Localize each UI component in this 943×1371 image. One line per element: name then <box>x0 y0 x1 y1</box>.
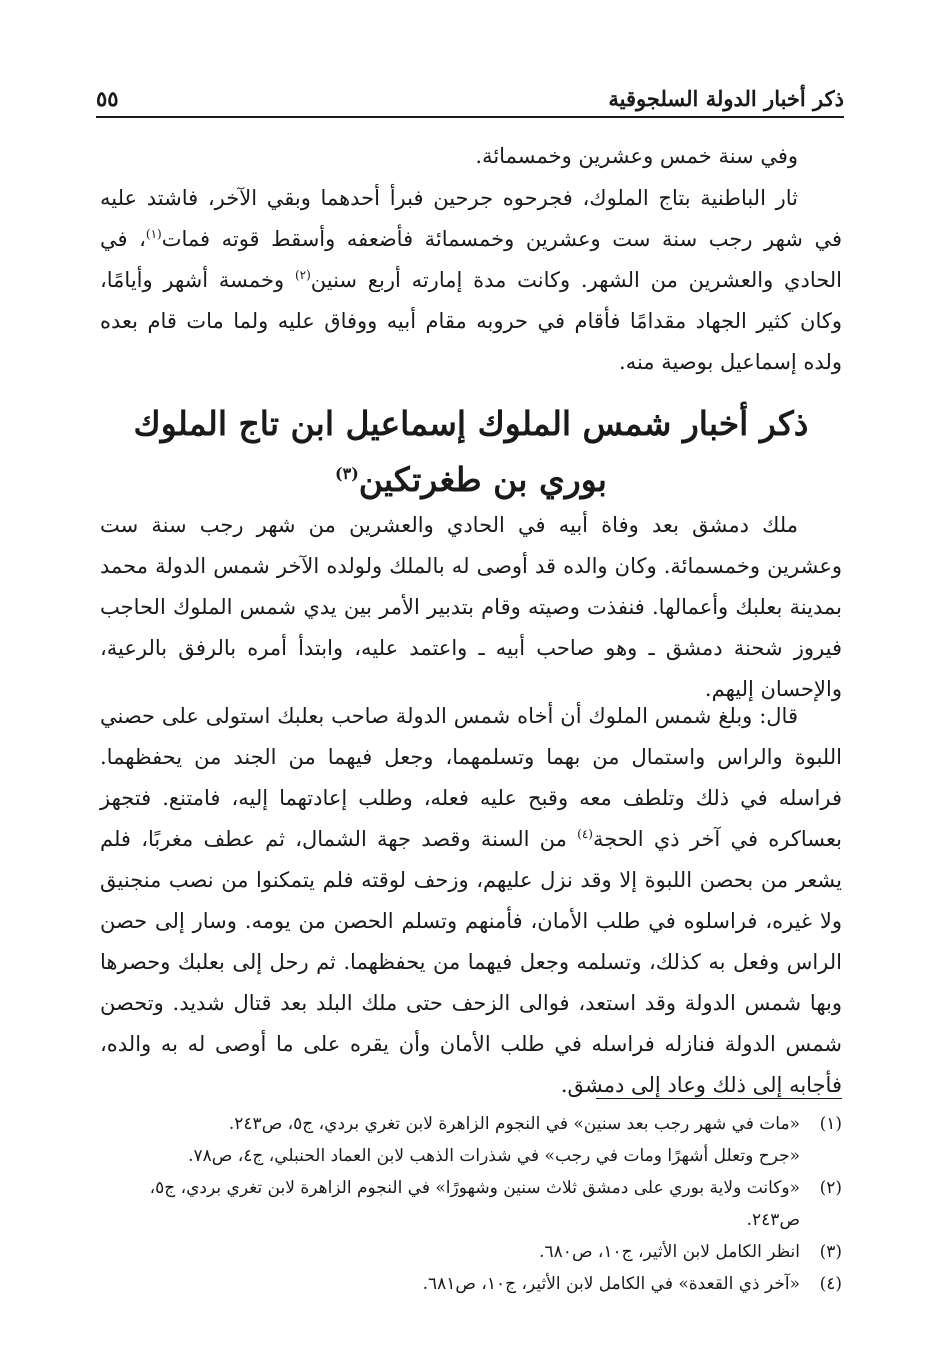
footnote-text: «مات في شهر رجب بعد سنين» في النجوم الزاهرة لابن تغري بردي، ج٥، ص٢٤٣. <box>228 1114 800 1134</box>
footnote-divider <box>596 1098 842 1099</box>
footnote-marker-1[interactable]: (١) <box>145 227 162 241</box>
footnote-marker-2[interactable]: (٢) <box>294 268 311 282</box>
paragraph-text: ملك دمشق بعد وفاة أبيه في الحادي والعشرين من شهر رجب سنة ست وعشرين وخمسمائة. وكان والده قد أوصى له بالملك ولولده الآخر شمس الدولة محمد بمدينة بعلبك وأعمالها. فنفذت وصيته وقام بتدبير الأمر بين يدي شمس الملوك الحاجب فيروز شحنة دمشق ـ وهو صاحب أبيه ـ واعتمد عليه، وابتدأ أمره بالرفق بالرعية، والإحسان إليهم. <box>100 513 842 701</box>
paragraph-text: ثار الباطنية بتاج الملوك، فجرحوه جرحين فبرأ أحدهما وبقي الآخر، فاشتد عليه في شهر رجب سنة ست وعشرين وخمسمائة فأضعفه وأسقط قوته فمات <box>100 186 842 251</box>
footnote-2 <box>100 1172 842 1236</box>
section-heading <box>100 396 842 508</box>
paragraph-text: من السنة وقصد جهة الشمال، ثم عطف مغربًا، فلم يشعر من بحصن اللبوة إلا وقد نزل عليهم، وزحف لوقته فلم يتمكنوا من نصب منجنيق ولا غيره، فراسلوه في طلب الأمان، فأمنهم وتسلم الحصن من يومه. وسار إلى حصن الراس وفعل به كذلك، وتسلمه وجعل فيهما من يحفظهما. ثم رحل إلى بعلبك وحصرها وبها شمس الدولة وقد استعد، فوالى الزحف حتى ملك البلد بعد قتال شديد. وتحصن شمس الدولة فنازله فراسله في طلب الأمان وأن يقره على ما أوصى له به والده، فأجابه إلى ذلك وعاد إلى دمشق. <box>100 827 842 1097</box>
heading-line-1: ذكر أخبار شمس الملوك إسماعيل ابن تاج الملوك <box>133 404 809 443</box>
footnote-4 <box>100 1268 842 1300</box>
footnote-marker-3[interactable]: (٣) <box>335 464 359 483</box>
paragraph-text: وفي سنة خمس وعشرين وخمسمائة. <box>475 144 798 168</box>
paragraph-rule-of-damascus <box>100 505 842 710</box>
paragraph-baalbek-campaign <box>100 696 842 1106</box>
footnote-text: «وكانت ولاية بوري على دمشق ثلاث سنين وشهورًا» في النجوم الزاهرة لابن تغري بردي، ج٥، ص٢٤٣. <box>149 1178 800 1230</box>
running-header <box>96 80 844 118</box>
footnote-text: «آخر ذي القعدة» في الكامل لابن الأثير، ج١٠، ص٦٨١. <box>422 1274 800 1294</box>
footnote-number: (١) <box>819 1114 842 1134</box>
footnote-3 <box>100 1236 842 1268</box>
footnote-text: انظر الكامل لابن الأثير، ج١٠، ص٦٨٠. <box>539 1242 800 1262</box>
paragraph-year-525 <box>100 136 842 177</box>
heading-line-2: بوري بن طغرتكين$^{(٣)}$ <box>335 460 607 499</box>
book-title: ذكر أخبار الدولة السلجوقية <box>608 85 844 111</box>
footnote-number: (٢) <box>819 1178 842 1198</box>
footnotes <box>100 1108 842 1300</box>
footnote-marker-4[interactable]: (٤) <box>577 827 593 841</box>
footnote-1-continued <box>100 1140 842 1172</box>
page-number: ٥٥ <box>96 85 119 111</box>
footnote-1 <box>100 1108 842 1140</box>
footnote-text: «جرح وتعلل أشهرًا ومات في رجب» في شذرات الذهب لابن العماد الحنبلي، ج٤، ص٧٨. <box>188 1146 800 1166</box>
paragraph-batiniya-attack <box>100 178 842 383</box>
paragraph-text: ، في الحادي والعشرين من الشهر. وكانت مدة إمارته أربع سنين <box>100 227 843 292</box>
footnote-number: (٤) <box>819 1274 842 1294</box>
paragraph-text: وخمسة أشهر وأيامًا، وكان كثير الجهاد مقدامًا فأقام في حروبه مقام أبيه ووفاق عليه ولما مات قام بعده ولده إسماعيل بوصية منه. <box>100 268 842 374</box>
footnote-number: (٣) <box>819 1242 842 1262</box>
paragraph-text: قال: وبلغ شمس الملوك أن أخاه شمس الدولة صاحب بعلبك استولى على حصني اللبوة والراس واستمال من بهما وتسلمهما، وجعل فيهما من الجند من يحفظهما. فراسله في ذلك وتلطف معه وقبح عليه فعله، وطلب إعادتهما إليه، فامتنع. فتجهز بعساكره في آخر ذي الحجة <box>100 704 842 851</box>
